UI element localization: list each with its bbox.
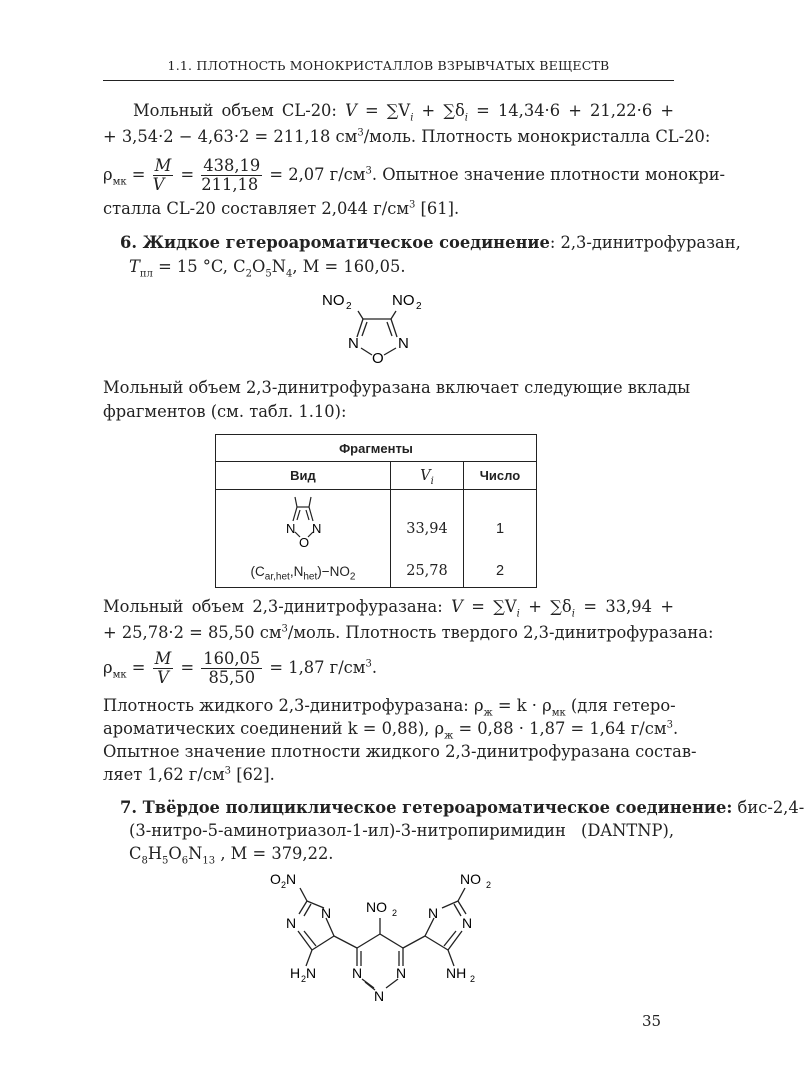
item7-line-2: (3-нитро-5-аминотриазол-1-ил)-3-нитропиримидин (DANTNP), [129,821,674,840]
cl20-line-1: Мольный объем CL-20: $V = \sum V_i + \sum\delta_i = 14,34\cdot 6 + 21,22\cdot 6$ + [133,101,675,124]
svg-text:H: H [290,965,301,981]
dinitro-density-line: $\rho_{мк}$ = $\frac{M}{V}$ = $\frac{160,05}{85,50}$ = 1,87 $г/см^3$. [103,649,378,687]
svg-text:NH: NH [446,965,467,981]
svg-text:NO: NO [322,292,345,309]
table-row2-vi: 25,78 [391,556,464,588]
svg-text:2: 2 [470,974,476,984]
item6-properties-line: $T_{пл} = 15$ °C, $C_2O_5N_4$, M = 160,05. [129,257,406,280]
experimental-line-2: ляет 1,62 $г/см^3$ [62]. [103,765,275,784]
svg-text:N: N [306,965,317,981]
svg-text:O: O [299,534,310,550]
svg-text:N: N [374,988,385,1004]
furazan-ring-icon [273,493,333,549]
svg-text:N: N [428,905,439,921]
svg-text:NO: NO [392,292,415,309]
svg-text:N: N [396,965,407,981]
svg-text:N: N [286,871,297,887]
page-number: 35 [642,1012,662,1030]
svg-text:O: O [372,350,384,367]
dinitro-line-1: Мольный объем 2,3-динитрофуразана: $V = \sum V_i + \sum\delta_i = 33,94$ + [103,597,674,620]
svg-text:2: 2 [486,880,492,890]
svg-text:2: 2 [392,908,398,918]
svg-text:N: N [286,915,297,931]
svg-text:N: N [462,915,473,931]
svg-text:N: N [348,335,359,352]
table-row-nitro-kind: $(C_{ar,het},N_{het})-NO_2$ [216,556,391,588]
dinitro-line-2: + 25,78·2 = 85,50 $см^3$/моль. Плотность твердого 2,3-динитрофуразана: [103,623,714,642]
vol-intro-line-2: фрагментов (см. табл. 1.10): [103,402,347,421]
table-row1-vi: 33,94 [391,490,464,556]
svg-text:2: 2 [416,301,422,312]
item6-title-line: 6. Жидкое гетероароматическое соединение: 2,3-динитрофуразан, [120,233,741,252]
table-col-vi: $V_i$ [391,462,464,490]
svg-text:N: N [321,905,332,921]
liquid-density-line-2: ароматических соединений k = 0,88), $\rho_ж = 0,88 \cdot 1,87 = 1,64$ $г/см^3$. [103,719,679,742]
table-row2-count: 2 [464,556,537,588]
svg-text:2: 2 [301,974,307,984]
svg-text:N: N [312,520,322,536]
liquid-density-line-1: Плотность жидкого 2,3-динитрофуразана: $\rho_ж = k \cdot \rho_{мк}$ (для гетеро- [103,696,676,719]
svg-text:N: N [398,335,409,352]
header-rule [103,80,674,81]
vol-intro-line-1: Мольный объем 2,3-динитрофуразана включает следующие вклады [103,378,691,397]
item7-title-line: 7. Твёрдое полициклическое гетероароматическое соединение: бис-2,4- [120,798,804,817]
svg-text:NO: NO [460,871,481,887]
cl20-density-line: $\rho_{мк}$ = $\frac{M}{V}$ = $\frac{438,19}{211,18}$ = 2,07 $г/см^3$. Опытное значение плотности монокри- [103,156,726,194]
table-header-fragments: Фрагменты [216,435,537,462]
dinitrofurazan-structure [318,285,438,365]
cl20-line-4: сталла CL-20 составляет 2,044 $г/см^3$ [61]. [103,199,460,218]
fraction-dinitro-values: $\frac{160,05}{85,50}$ [203,649,261,687]
table-row-furazan-kind [216,490,391,556]
svg-text:2: 2 [281,880,287,890]
dantnp-structure [262,866,502,1006]
svg-text:2: 2 [346,301,352,312]
svg-text:NO: NO [366,899,387,915]
svg-text:N: N [286,520,296,536]
experimental-line-1: Опытное значение плотности жидкого 2,3-динитрофуразана состав- [103,742,697,761]
fraction-m-v-2: $\frac{M}{V}$ [154,649,172,687]
table-col-kind: Вид [216,462,391,490]
svg-text:N: N [352,965,363,981]
svg-text:O: O [270,871,281,887]
table-col-count: Число [464,462,537,490]
fraction-cl20-values: $\frac{438,19}{211,18}$ [201,156,261,194]
running-header: 1.1. ПЛОТНОСТЬ МОНОКРИСТАЛЛОВ ВЗРЫВЧАТЫХ ВЕЩЕСТВ [167,58,610,73]
fragments-table [215,434,537,588]
fraction-m-v: $\frac{M}{V}$ [152,156,172,194]
table-row1-count: 1 [464,490,537,556]
item7-formula-line: $C_8H_5O_6N_{13}$ , M = 379,22. [129,844,334,867]
cl20-line-2: + 3,54·2 − 4,63·2 = 211,18 $см^3$/моль. Плотность монокристалла CL-20: [103,127,711,146]
